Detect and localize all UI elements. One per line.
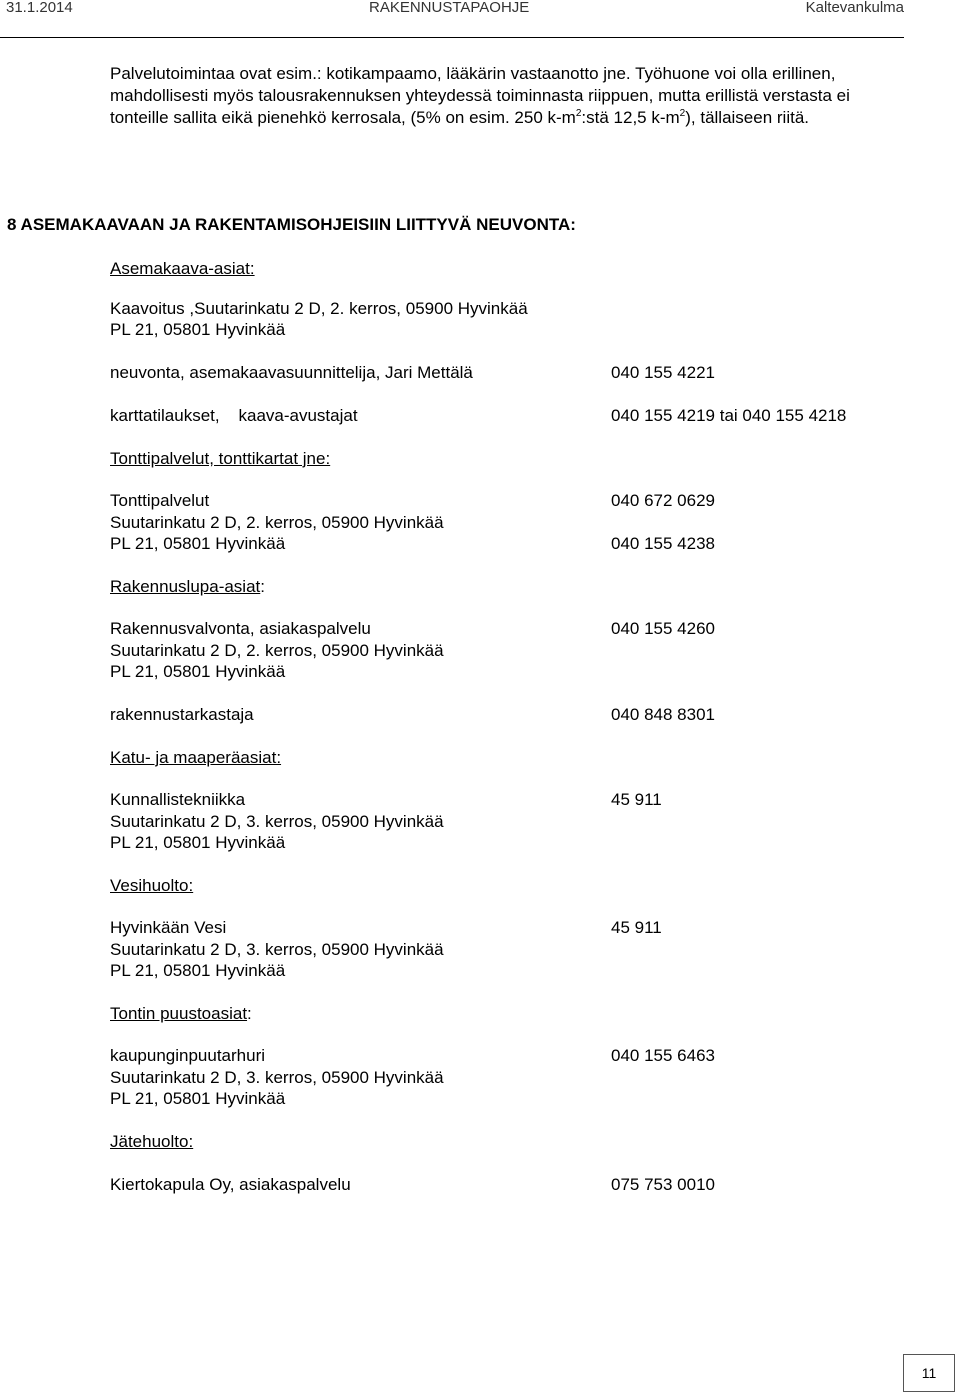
asemakaava-row2-phone: 040 155 4219 tai 040 155 4218 bbox=[611, 406, 847, 425]
jate-phone: 075 753 0010 bbox=[611, 1175, 715, 1194]
rakennuslupa-title-text: Rakennuslupa-asiat bbox=[110, 577, 261, 596]
asemakaava-title: Asemakaava-asiat: bbox=[110, 259, 255, 278]
asemakaava-row1-label: neuvonta, asemakaavasuunnittelija, Jari Mettälä bbox=[110, 363, 473, 382]
katu-name: Kunnallistekniikka bbox=[110, 790, 246, 809]
tontti-phone2: 040 155 4238 bbox=[611, 534, 715, 553]
rakennuslupa-phone: 040 155 4260 bbox=[611, 619, 715, 638]
vesi-phone: 45 911 bbox=[611, 918, 662, 937]
rakennuslupa-address1: Suutarinkatu 2 D, 2. kerros, 05900 Hyvinkää bbox=[110, 641, 444, 660]
superscript-2: 2 bbox=[575, 108, 582, 119]
tontti-title: Tonttipalvelut, tonttikartat jne: bbox=[110, 449, 331, 468]
puusto-address2: PL 21, 05801 Hyvinkää bbox=[110, 1089, 286, 1108]
katu-address1: Suutarinkatu 2 D, 3. kerros, 05900 Hyvinkää bbox=[110, 812, 444, 831]
header-title: RAKENNUSTAPAOHJE bbox=[369, 0, 530, 16]
puusto-name: kaupunginpuutarhuri bbox=[110, 1046, 266, 1065]
header-divider bbox=[0, 37, 904, 38]
intro-text-3: ), tällaiseen riitä. bbox=[685, 108, 810, 127]
superscript-2b: 2 bbox=[679, 108, 686, 119]
header-date: 31.1.2014 bbox=[6, 0, 73, 16]
tontti-phone1: 040 672 0629 bbox=[611, 491, 715, 510]
puusto-title bbox=[110, 1004, 252, 1024]
puusto-title-text: Tontin puustoasiat bbox=[110, 1004, 248, 1023]
asemakaava-address1: Kaavoitus ,Suutarinkatu 2 D, 2. kerros, 05900 Hyvinkää bbox=[110, 299, 528, 318]
jate-title: Jätehuolto: bbox=[110, 1132, 194, 1151]
rakennuslupa-name: Rakennusvalvonta, asiakaspalvelu bbox=[110, 619, 371, 638]
vesi-name: Hyvinkään Vesi bbox=[110, 918, 227, 937]
katu-address2: PL 21, 05801 Hyvinkää bbox=[110, 833, 286, 852]
rakennuslupa-title-colon: : bbox=[260, 577, 265, 596]
intro-text-2: :stä 12,5 k-m bbox=[581, 108, 680, 127]
tontti-address1: Suutarinkatu 2 D, 2. kerros, 05900 Hyvinkää bbox=[110, 513, 444, 532]
jate-name: Kiertokapula Oy, asiakaspalvelu bbox=[110, 1175, 351, 1194]
vesi-address2: PL 21, 05801 Hyvinkää bbox=[110, 961, 286, 980]
rakennustarkastaja-phone: 040 848 8301 bbox=[611, 705, 715, 724]
asemakaava-address2: PL 21, 05801 Hyvinkää bbox=[110, 320, 286, 339]
asemakaava-row1-phone: 040 155 4221 bbox=[611, 363, 715, 382]
tontti-name: Tonttipalvelut bbox=[110, 491, 210, 510]
page-header bbox=[0, 0, 904, 38]
tontti-address2: PL 21, 05801 Hyvinkää bbox=[110, 534, 286, 553]
rakennuslupa-address2: PL 21, 05801 Hyvinkää bbox=[110, 662, 286, 681]
puusto-phone: 040 155 6463 bbox=[611, 1046, 715, 1065]
rakennustarkastaja-label: rakennustarkastaja bbox=[110, 705, 254, 724]
intro-paragraph bbox=[110, 63, 910, 129]
vesi-address1: Suutarinkatu 2 D, 3. kerros, 05900 Hyvinkää bbox=[110, 940, 444, 959]
page-number: 11 bbox=[903, 1354, 955, 1392]
section-heading: 8 ASEMAKAAVAAN JA RAKENTAMISOHJEISIIN LIITTYVÄ NEUVONTA: bbox=[7, 215, 576, 234]
vesi-title: Vesihuolto: bbox=[110, 876, 194, 895]
rakennuslupa-title bbox=[110, 577, 265, 597]
puusto-title-colon: : bbox=[247, 1004, 252, 1023]
intro-text-1: Palvelutoimintaa ovat esim.: kotikampaamo, lääkärin vastaanotto jne. Työhuone voi olla erillinen, mahdollisesti myös talousrakennuksen yhteydessä toiminnasta riippuen, mutta erillistä verstasta ei tonteille sallita eikä pienehkö kerrosala, (5% on esim. 250 k-m bbox=[110, 64, 850, 127]
header-area: Kaltevankulma bbox=[805, 0, 904, 16]
puusto-address1: Suutarinkatu 2 D, 3. kerros, 05900 Hyvinkää bbox=[110, 1068, 444, 1087]
katu-title: Katu- ja maaperäasiat: bbox=[110, 748, 282, 767]
asemakaava-row2-label: karttatilaukset, kaava-avustajat bbox=[110, 406, 358, 425]
katu-phone: 45 911 bbox=[611, 790, 662, 809]
